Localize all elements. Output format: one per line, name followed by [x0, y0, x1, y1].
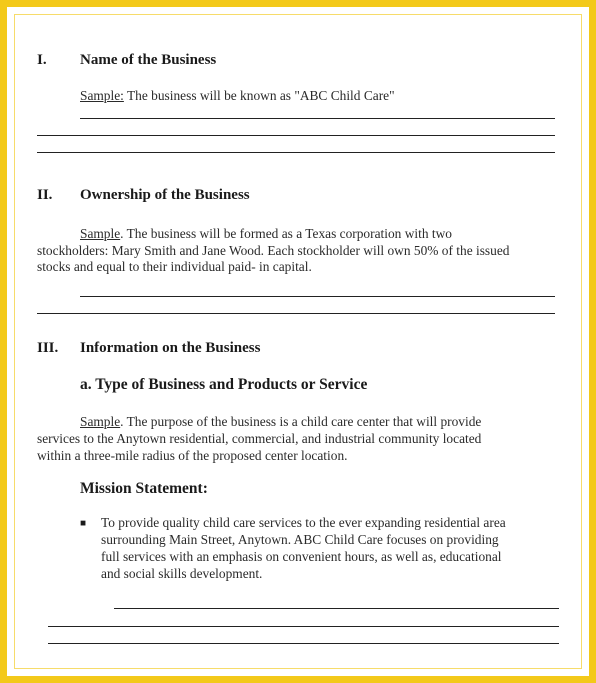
section-2-line-2: stockholders: Mary Smith and Jane Wood. Each stockholder will own 50% of the issued — [37, 243, 510, 258]
sample-text: The business will be known as "ABC Child Care" — [127, 88, 395, 103]
section-2-title: Ownership of the Business — [80, 187, 250, 203]
sample-label: Sample — [80, 414, 121, 429]
fill-line — [80, 296, 555, 297]
section-2-number: II. — [37, 187, 53, 203]
fill-line — [37, 152, 555, 153]
section-1-sample — [80, 88, 395, 104]
sample-text: . The business will be formed as a Texas corporation with two — [120, 226, 452, 241]
section-3-title: Information on the Business — [80, 340, 261, 356]
sample-label: Sample — [80, 226, 121, 241]
fill-line — [48, 643, 559, 644]
section-2-line-3: stocks and equal to their individual paid- in capital. — [37, 259, 312, 274]
bullet-line-4: and social skills development. — [101, 566, 263, 581]
section-3-line-1 — [80, 414, 481, 430]
section-3-line-3: within a three-mile radius of the proposed center location. — [37, 448, 348, 463]
bullet-square-icon: ■ — [80, 518, 87, 529]
section-3-number: III. — [37, 340, 59, 356]
section-3a-title: a. Type of Business and Products or Service — [80, 376, 368, 393]
sample-text: . The purpose of the business is a child care center that will provide — [120, 414, 482, 429]
section-2-line-1 — [80, 226, 452, 242]
fill-line — [114, 608, 559, 609]
section-1-title: Name of the Business — [80, 52, 217, 68]
section-3-line-2: services to the Anytown residential, commercial, and industrial community located — [37, 431, 482, 446]
bullet-line-2: surrounding Main Street, Anytown. ABC Child Care focuses on providing — [101, 532, 499, 547]
fill-line — [48, 626, 559, 627]
fill-line — [80, 118, 555, 119]
mission-statement-title: Mission Statement: — [80, 480, 208, 497]
sample-label: Sample: — [80, 88, 124, 103]
fill-line — [37, 313, 555, 314]
section-1-number: I. — [37, 52, 47, 68]
fill-line — [37, 135, 555, 136]
bullet-line-3: full services with an emphasis on convenient hours, as well as, educational — [101, 549, 502, 564]
bullet-line-1: To provide quality child care services to the ever expanding residential area — [101, 515, 506, 530]
